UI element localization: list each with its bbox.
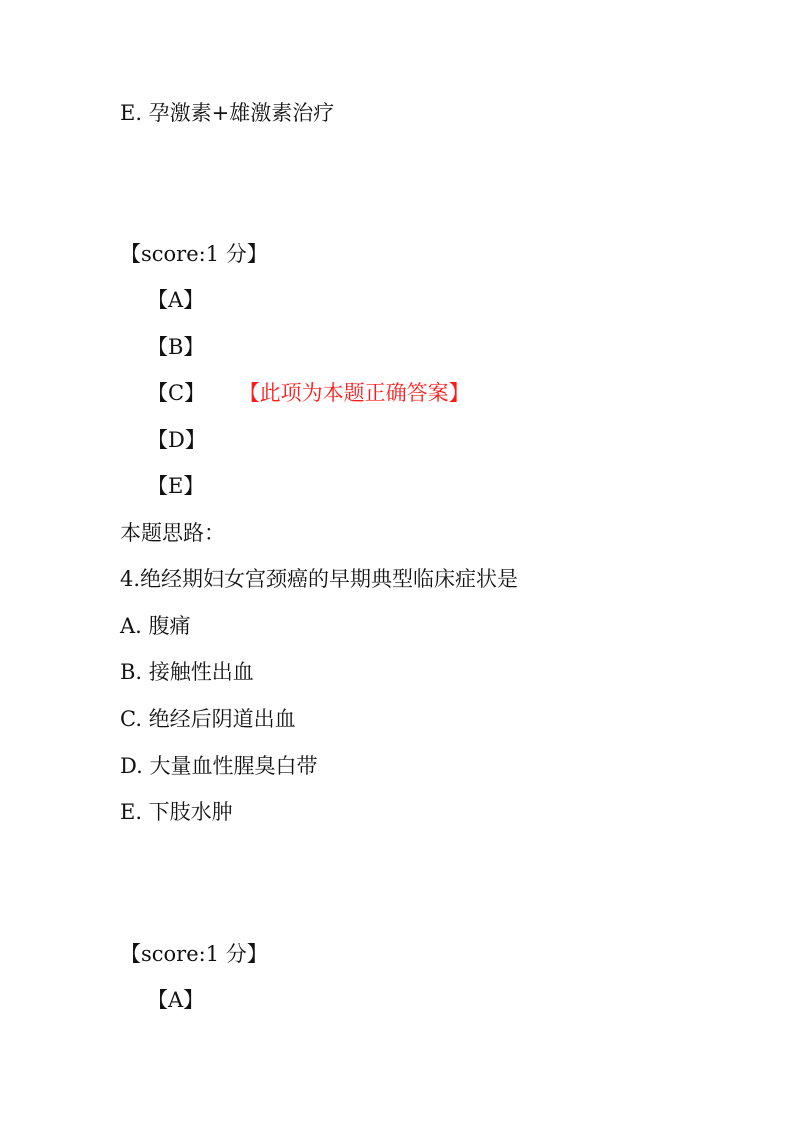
answer-option-a: 【A】 <box>147 288 205 312</box>
option-e-text: E. 孕激素+雄激素治疗 <box>120 101 335 125</box>
answer-option-d: 【D】 <box>147 428 206 452</box>
score-label: 【score:1 分】 <box>120 942 268 966</box>
answer-option-c: 【C】 <box>147 381 206 405</box>
answer-option-a: 【A】 <box>147 988 205 1012</box>
question-option-c: C. 绝经后阴道出血 <box>120 707 296 731</box>
score-label: 【score:1 分】 <box>120 242 268 266</box>
explanation-label: 本题思路： <box>120 521 225 545</box>
question-option-a: A. 腹痛 <box>120 614 191 638</box>
question-option-b: B. 接触性出血 <box>120 660 254 684</box>
answer-option-e: 【E】 <box>147 474 205 498</box>
question-option-d: D. 大量血性腥臭白带 <box>120 754 318 778</box>
correct-answer-note: 【此项为本题正确答案】 <box>249 381 470 405</box>
question-option-e: E. 下肢水肿 <box>120 800 233 824</box>
answer-option-b: 【B】 <box>147 335 205 359</box>
answer-option-c-row <box>147 383 470 404</box>
question-stem: 4.绝经期妇女宫颈癌的早期典型临床症状是 <box>120 567 519 591</box>
